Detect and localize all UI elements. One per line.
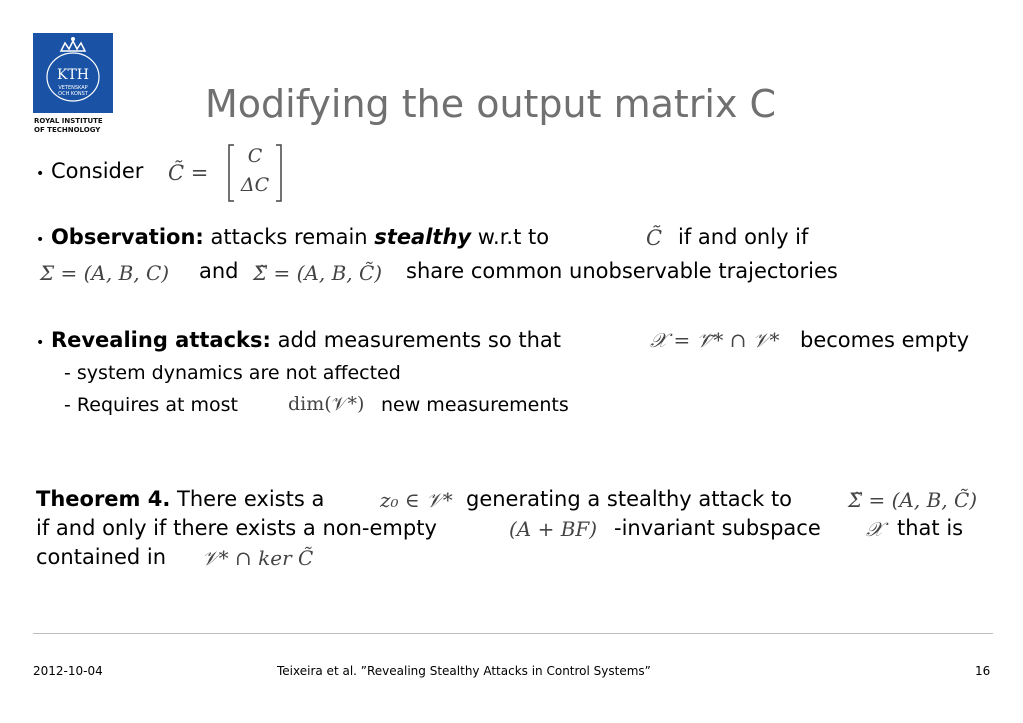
footer-citation: Teixeira et al. ”Revealing Stealthy Attacks in Control Systems” [277,664,651,678]
logo-text-line2: OCH KONST [58,91,88,97]
theorem-text4: -invariant subspace [614,516,821,540]
theorem-line1 [36,487,324,511]
theorem-text6: contained in [36,545,167,569]
bullet3-math1: 𝒳 = 𝒱̃* ∩ 𝒱* [650,328,780,352]
sub-dash: - [64,394,71,416]
bullet1-text: Consider [50,159,144,183]
kth-logo [33,33,113,113]
bullet3-sub2-text1: Requires at most [76,394,238,416]
bullet2-math3: Σ̃ = (A, B, C̃) [253,261,383,285]
theorem-text5: that is [897,516,964,540]
bullet3-sub2 [64,394,238,416]
logo-text-main: KTH [56,67,90,83]
bullet-dot: • [36,166,45,182]
theorem-math3: (A + BF) [509,517,598,541]
logo-text-line1: VETENSKAP [58,85,88,91]
bullet3-text2: becomes empty [800,328,970,352]
bullet2-text4: and [199,259,239,283]
slide-title: Modifying the output matrix C [205,82,777,126]
footer-divider [33,633,993,634]
theorem-math5: 𝒱* ∩ ker C̃ [202,546,314,570]
bullet3-bold: Revealing attacks: [50,328,271,352]
logo-caption [34,117,124,135]
crown-icon [33,33,113,113]
logo-caption-line2: OF TECHNOLOGY [34,126,101,134]
theorem-math4: 𝒳 [866,517,884,541]
bullet3-sub1 [64,362,401,384]
bullet3-line1 [36,328,561,352]
theorem-text1: There exists a [177,487,325,511]
bullet3-sub2-math: dim(𝒱*) [288,393,365,415]
theorem-label: Theorem 4. [36,487,171,511]
bullet2-line1 [36,225,549,249]
bullet3-sub1-text: system dynamics are not affected [76,362,401,384]
bullet3-text1: add measurements so that [277,328,562,352]
bullet-dot: • [36,232,45,248]
matrix-top: C [247,145,263,167]
bullet2-text2: w.r.t to [477,225,550,249]
bullet2-math2: Σ = (A, B, C) [40,261,170,285]
logo-caption-line1: ROYAL INSTITUTE [34,117,103,125]
theorem-math1: z₀ ∈ 𝒱* [380,488,453,512]
bullet3-sub2-text2: new measurements [381,394,569,416]
theorem-text2: generating a stealthy attack to [466,487,793,511]
bullet1 [36,159,143,183]
bullet-dot: • [36,335,45,351]
theorem-math2: Σ̃ = (A, B, C̃) [848,488,978,512]
bullet2-math1: C̃ [646,226,663,250]
bullet1-math-lhs: C̃ = [168,161,209,185]
bullet2-text5: share common unobservable trajectories [406,259,838,283]
bullet2-bold: Observation: [50,225,204,249]
bullet1-matrix [226,143,284,203]
footer-page-number: 16 [975,664,991,678]
theorem-text3: if and only if there exists a non-empty [36,516,437,540]
matrix-bottom: ΔC [240,174,270,196]
footer-date: 2012-10-04 [33,664,103,678]
sub-dash: - [64,362,71,384]
bullet2-text1: attacks remain [210,225,368,249]
bullet2-text3: if and only if [678,225,809,249]
bullet2-emph: stealthy [374,225,472,249]
